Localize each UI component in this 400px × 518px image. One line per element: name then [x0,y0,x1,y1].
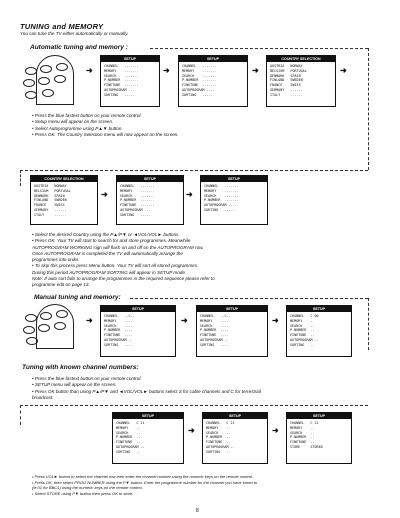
known-steps: • Press the blue fastext button on your remote control. • SETUP menu will appear on the screen. • Press OK button than using P▲/P▼ and ◄VOL/VOL► buttons select S for cable channels and C for terrestrial broadcast. [32,376,261,400]
divider [20,170,368,171]
divider [130,298,368,299]
page-number: 8 [196,508,199,514]
divider [150,48,368,49]
divider [20,405,368,406]
arrow-right-icon: ➜ [181,316,188,325]
auto-steps-2: • Select the desired Country using the P▲/P▼ or ◄VOL/VOL► buttons. • Press OK. Your TV will start to search for and store programmes. Meanwhile AUTOPROGRAM WORKING sign will flash on and off on the AUTOPROGRAM row. Once AUTOPROGRAM is completed the TV will automatically arrange the programmes into order. • To skip this process press Menu button. Your TV will sort all stored programmes. During this period AUTOPROGRAM SORTING will appear in SETUP mode. Note: If auto sort fails to arrange the programmes in the required sequence please refer to programme edit on page 13. [32,232,215,288]
country-selection-screen: COUNTRY SELECTION AUSTRIA NORWAY BELGIUM PORTUGAL DENMARK SPAIN FINLAND SWEDEN FRANCE SWISS GERMANY ...... ITALY ...... [266,55,336,107]
known-steps-2: • Press VOL► button to select the channel row then enter the channel number using the numeric keys on the remote control. • Press OK, then select PROG NUMBER using the P▼ button. Enter the programme number for the channel you have tuned to (ie 01 for BBC1) using the numeric keys on the remote control. • Select STORE using P▼ button then press OK to store. [32,474,258,496]
setup-menu-screen: SETUP CHANNEL ....... MEMORY ....... SEARCH ....... P.NUMBER ....... FINETUNE ....... AUTOPROGRAM .... SORTING ..... [100,55,160,107]
arrow-right-icon: ➜ [272,426,279,435]
arrow-right-icon: ➜ [163,66,170,75]
setup-menu-screen: SETUP CHANNEL ....... MEMORY ....... SEARCH ....... P.NUMBER ....... FINETUNE ....... AUTOPROGRAM .... SORTING ..... [178,55,248,107]
divider [20,405,21,425]
known-title: Tuning with known channel numbers: [22,364,139,371]
divider [20,170,21,186]
arrow-right-icon: ➜ [101,190,108,199]
divider [368,48,369,170]
manual-title: Manual tuning and memory: [34,294,121,301]
setup-menu-screen: SETUP CHANNEL ..C.. MEMORY .... SEARCH .... P.NUMBER .... FINETUNE .... AUTOPROGRAM .. SORTING .... [100,305,176,357]
remote-control-illustration [20,55,78,105]
arrow-right-icon: ➜ [272,316,279,325]
country-selection-screen: COUNTRY SELECTION AUSTRIA NORWAY BELGIUM PORTUGAL DENMARK SPAIN FINLAND SWEDEN FRANCE SWISS GERMANY ...... ITALY ...... [30,175,98,225]
setup-menu-screen: SETUP CHANNEL C 21 MEMORY .. SEARCH .. P.NUMBER .. FINETUNE .. AUTOPROGRAM .. SORTING .. [202,412,268,464]
auto-title: Automatic tuning and memory : [30,44,128,51]
setup-menu-screen: SETUP CHANNEL C 21 MEMORY .. SEARCH .. P.NUMBER .. FINETUNE .. AUTOPROGRAM .. SORTING .. [112,412,184,464]
section-intro: You can tune the TV either automatically or manually. [20,31,129,36]
setup-menu-screen: SETUP CHANNEL C 21 MEMORY .. SEARCH .. P.NUMBER .. FINETUNE .. STORE STORED [286,412,352,464]
arrow-right-icon: ➜ [252,66,259,75]
arrow-right-icon: ➜ [340,66,347,75]
setup-menu-screen: SETUP CHANNEL C 00 MEMORY . SEARCH .. P.NUMBER .. FINETUNE .. AUTOPROGRAM .. SORTING .. [286,305,352,357]
auto-steps: • Press the blue fastext button on your remote control. • Setup menu will appear on the screen. • Select Autoprogramme using P▲▼ button. • Press OK. The Country Selection menu will now appear on the screen. [32,113,179,137]
section-title: TUNING and MEMORY [20,22,104,31]
arrow-right-icon: ➜ [186,190,193,199]
arrow-right-icon: ➜ [86,316,93,325]
setup-menu-screen: SETUP CHANNEL ....... MEMORY ....... SEARCH ....... P.NUMBER ....... FINETUNE ....... AUTOPROGRAM .... SORTING ..... [116,175,184,225]
remote-control-illustration [20,304,78,349]
divider [368,298,369,350]
setup-menu-screen: SETUP CHANNEL ....... MEMORY ....... SEARCH ....... P.NUMBER ....... AUTOPROGRAM .... SORTING ..... [200,175,268,225]
arrow-right-icon: ➜ [188,426,195,435]
setup-menu-screen: SETUP CHANNEL ..C.. MEMORY .... SEARCH .... P.NUMBER .... FINETUNE .... AUTOPROGRAM .. SORTING .... [196,305,268,357]
arrow-right-icon: ➜ [86,66,93,75]
